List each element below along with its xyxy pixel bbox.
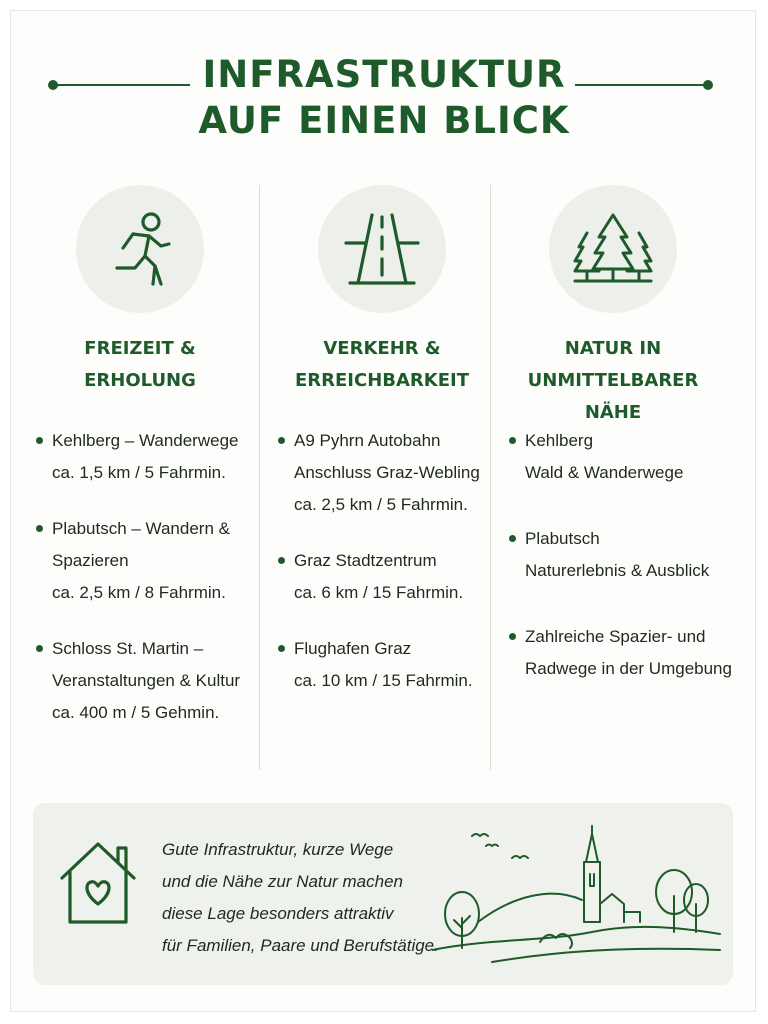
bullet-dot [278, 437, 285, 444]
heading-line: NATUR IN [564, 338, 662, 359]
item-text: Kehlberg – Wanderwege [52, 431, 239, 450]
bullet-dot [36, 525, 43, 532]
bullet-dot [36, 645, 43, 652]
item-text: Schloss St. Martin – [52, 639, 204, 658]
item-text: Kehlberg [525, 431, 594, 450]
item-detail: ca. 2,5 km / 5 Fahrmin. [294, 495, 468, 514]
column-nature [498, 185, 732, 709]
trees-icon [549, 185, 677, 313]
list-item [267, 425, 497, 521]
heading-line: UNMITTELBARER NÄHE [527, 370, 699, 423]
item-detail: Naturerlebnis & Ausblick [525, 561, 710, 580]
item-detail: ca. 10 km / 15 Fahrmin. [294, 671, 473, 690]
summary-line: Gute Infrastruktur, kurze Wege [162, 840, 394, 859]
column-heading [267, 333, 497, 397]
runner-icon [76, 185, 204, 313]
item-text: Spazieren [52, 551, 129, 570]
heading-line: ERREICHBARKEIT [294, 370, 469, 391]
title-line-2: AUF EINEN BLICK [198, 99, 570, 142]
landscape-church-illustration [432, 822, 722, 972]
bullet-dot [509, 535, 516, 542]
item-detail: ca. 400 m / 5 Gehmin. [52, 703, 220, 722]
bullet-dot [509, 437, 516, 444]
list-item [25, 633, 255, 729]
item-text: Graz Stadtzentrum [294, 551, 437, 570]
column-traffic [267, 185, 497, 721]
item-text: Plabutsch [525, 529, 600, 548]
column-heading [25, 333, 255, 397]
title-line-1: INFRASTRUKTUR [202, 53, 566, 96]
summary-line: für Familien, Paare und Berufstätige. [162, 936, 439, 955]
column-leisure [25, 185, 255, 753]
heading-line: ERHOLUNG [84, 370, 196, 391]
list-item [25, 425, 255, 489]
summary-text [162, 834, 439, 962]
list-item [267, 633, 497, 697]
item-text: A9 Pyhrn Autobahn [294, 431, 441, 450]
bullet-dot [509, 633, 516, 640]
item-text: Anschluss Graz-Webling [294, 463, 480, 482]
summary-line: und die Nähe zur Natur machen [162, 872, 403, 891]
bullet-dot [278, 557, 285, 564]
item-detail: ca. 6 km / 15 Fahrmin. [294, 583, 464, 602]
road-icon [318, 185, 446, 313]
item-text: Plabutsch – Wandern & [52, 519, 230, 538]
column-heading [498, 333, 728, 423]
list-item [25, 513, 255, 609]
list-item [498, 523, 728, 587]
bullet-dot [36, 437, 43, 444]
house-heart-icon [58, 838, 138, 926]
summary-line: diese Lage besonders attraktiv [162, 904, 394, 923]
item-detail: Wald & Wanderwege [525, 463, 684, 482]
heading-line: FREIZEIT & [84, 338, 196, 359]
item-text: Flughafen Graz [294, 639, 412, 658]
column-divider [259, 185, 260, 770]
list-item [498, 621, 732, 685]
list-item [498, 425, 728, 489]
page-title [0, 52, 768, 144]
bullet-dot [278, 645, 285, 652]
item-text: Radwege in der Umgebung [525, 659, 732, 678]
item-text: Zahlreiche Spazier- und [525, 627, 706, 646]
item-text: Veranstaltungen & Kultur [52, 671, 241, 690]
list-item [267, 545, 497, 609]
heading-line: VERKEHR & [323, 338, 441, 359]
item-detail: ca. 2,5 km / 8 Fahrmin. [52, 583, 226, 602]
item-detail: ca. 1,5 km / 5 Fahrmin. [52, 463, 226, 482]
